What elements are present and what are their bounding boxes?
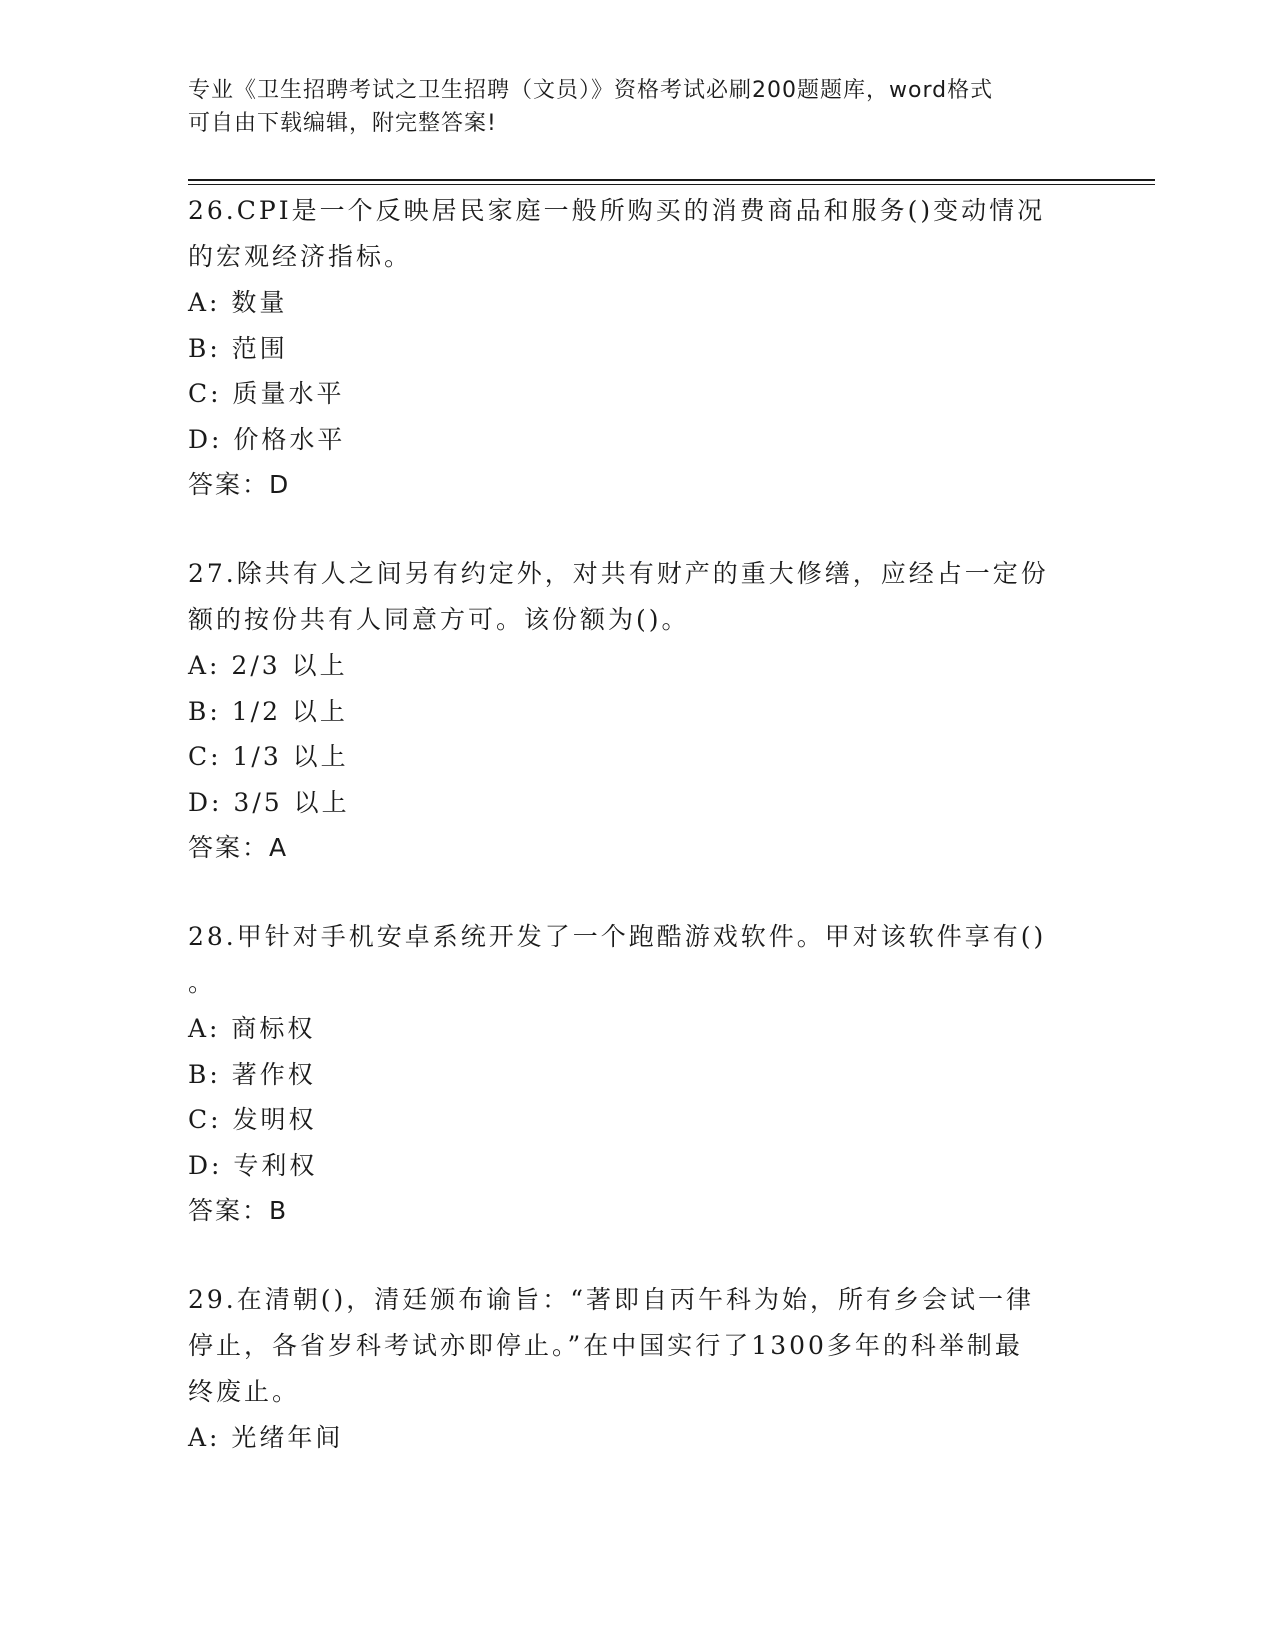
question-stem-line: 终废止。 — [188, 1377, 301, 1406]
question-stem-line: 额的按份共有人同意方可。该份额为()。 — [188, 605, 690, 634]
option-c: C: 发明权 — [188, 1105, 317, 1134]
answer-line: 答案：D — [188, 470, 291, 499]
question-stem-line: 26.CPI是一个反映居民家庭一般所购买的消费商品和服务()变动情况 — [188, 196, 1046, 225]
option-d: D: 3/5 以上 — [188, 787, 350, 817]
question-stem-line: 停止，各省岁科考试亦即停止。”在中国实行了1300多年的科举制最 — [188, 1331, 1023, 1360]
header-divider — [188, 179, 1155, 185]
option-b: B: 范围 — [188, 333, 288, 363]
question-26 — [188, 188, 1088, 507]
question-stem-line: 。 — [188, 968, 217, 997]
question-28 — [188, 914, 1088, 1233]
question-27 — [188, 551, 1088, 870]
option-c: C: 质量水平 — [188, 379, 345, 408]
option-a: A: 光绪年间 — [188, 1423, 344, 1452]
document-header — [188, 74, 1068, 140]
option-a: A: 2/3 以上 — [188, 651, 348, 680]
option-c: C: 1/3 以上 — [188, 742, 349, 771]
option-b: B: 著作权 — [188, 1059, 316, 1089]
question-stem-line: 29.在清朝()，清廷颁布谕旨：“著即自丙午科为始，所有乡会试一律 — [188, 1285, 1035, 1314]
option-b: B: 1/2 以上 — [188, 696, 348, 726]
header-line-2: 可自由下载编辑，附完整答案! — [188, 111, 497, 136]
option-d: D: 价格水平 — [188, 424, 346, 454]
header-line-1: 专业《卫生招聘考试之卫生招聘（文员）》资格考试必刷200题题库，word格式 — [188, 78, 994, 103]
option-a: A: 商标权 — [188, 1014, 316, 1043]
question-stem-line: 的宏观经济指标。 — [188, 242, 413, 271]
answer-line: 答案：A — [188, 833, 289, 862]
question-stem-line: 27.除共有人之间另有约定外，对共有财产的重大修缮，应经占一定份 — [188, 559, 1049, 588]
question-29 — [188, 1277, 1088, 1461]
question-list — [188, 188, 1088, 1505]
answer-line: 答案：B — [188, 1196, 289, 1225]
question-stem-line: 28.甲针对手机安卓系统开发了一个跑酷游戏软件。甲对该软件享有() — [188, 922, 1047, 951]
option-a: A: 数量 — [188, 288, 288, 317]
option-d: D: 专利权 — [188, 1150, 318, 1180]
